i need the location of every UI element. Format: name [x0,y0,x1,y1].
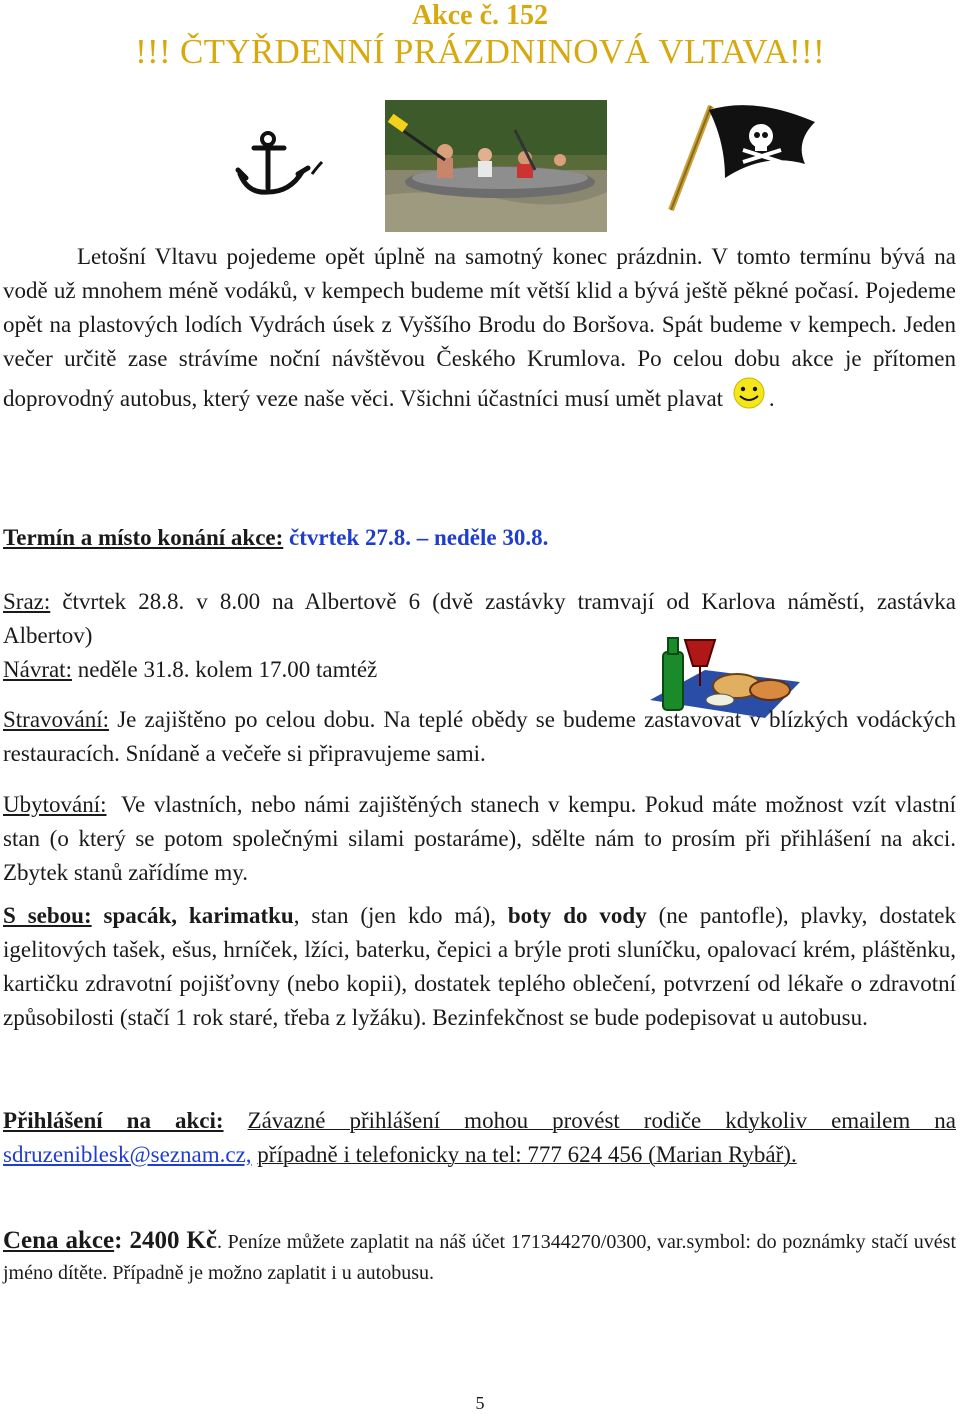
bring-text-2: (ne pantofle), plavky, dostatek igelitových tašek, ešus, hrníček, lžíci, baterku, čepici a brýle proti sluníčku, opalovací krém, pláštěnku, kartičku zdravotní pojišťovny (nebo kopii), dostatek teplého oblečení, potvrzení od lékaře o zdravotní způsobilosti (stačí 1 rok staré, třeba z lyžáku). Bezinfekčnost se bude podepisovat u autobusu. [3,903,956,1030]
price-paragraph [3,1225,956,1289]
food-label: Stravování: [3,707,110,732]
term-line [3,521,956,555]
term-label: Termín a místo konání akce: [3,525,284,550]
bring-text-1: , stan (jen kdo má), [293,903,508,928]
term-value: čtvrtek 27.8. – neděle 30.8. [289,525,549,550]
meet-label: Sraz: [3,589,51,614]
lodging-value: Ve vlastních, nebo námi zajištěných stanech v kempu. Pokud máte možnost vzít vlastní stan (o který se potom společnými silami postaráme), sdělte nám to prosím při přihlášení na akci. Zbytek stanů zařídíme my. [3,792,956,885]
signup-email-link[interactable]: sdruzeniblesk@seznam.cz, [3,1142,252,1167]
price-colon: : [114,1227,123,1254]
page-number: 5 [475,1393,485,1413]
anchor-icon [228,128,338,200]
bring-bold-2: boty do vody [507,903,647,928]
bring-bold-1: spacák, karimatku [103,903,294,928]
bring-paragraph [3,899,956,1035]
price-value: 2400 Kč [129,1227,217,1254]
page-title: !!! ČTYŘDENNÍ PRÁZDNINOVÁ VLTAVA!!! [135,32,825,71]
intro-text: Letošní Vltavu pojedeme opět úplně na samotný konec prázdnin. V tomto termínu bývá na vodě už mnohem méně vodáků, v kempech budeme mít větší klid a bývá ještě pěkné počasí. Pojedeme opět na plastových lodích Vydrách úsek z Vyššího Brodu do Boršova. Spát budeme v kempech. Jeden večer určitě zase strávíme noční návštěvou Českého Krumlova. Po celou dobu akce je přítomen doprovodný autobus, který veze naše věci. Všichni účastníci musí umět plavat [3,244,956,411]
return-line [3,653,643,687]
meet-paragraph [3,585,956,653]
signup-paragraph [3,1104,956,1172]
food-value: Je zajištěno po celou dobu. Na teplé obědy se budeme zastavovat v blízkých vodáckých restauracích. Snídaně a večeře si připravujeme sami. [3,707,956,766]
signup-label: Přihlášení na akci: [3,1108,224,1133]
smiley-icon [729,376,769,410]
price-note: . Peníze můžete zaplatit na náš účet 171344270/0300, var.symbol: do poznámky stačí uvést jméno dítěte. Případně je možno zaplatit i u autobusu. [3,1231,956,1284]
raft-photo [385,100,607,232]
pirate-flag-icon [665,102,825,214]
bring-label: S sebou: [3,903,92,928]
food-paragraph [3,703,956,771]
price-label: Cena akce [3,1227,115,1254]
return-label: Návrat: [3,657,72,682]
lodging-label: Ubytování: [3,792,107,817]
meet-value: čtvrtek 28.8. v 8.00 na Albertově 6 (dvě zastávky tramvají od Karlova náměstí, zastávka Albertov) [3,589,957,648]
intro-end: . [768,386,775,411]
signup-text-2: případně i telefonicky na tel: 777 624 456 (Marian Rybář). [257,1142,797,1167]
lodging-paragraph [3,788,956,890]
return-value: neděle 31.8. kolem 17.00 tamtéž [77,657,378,682]
intro-paragraph [3,240,956,416]
action-number: Akce č. 152 [411,0,549,31]
signup-text-1: Závazné přihlášení mohou provést rodiče kdykoliv emailem na [247,1108,956,1133]
